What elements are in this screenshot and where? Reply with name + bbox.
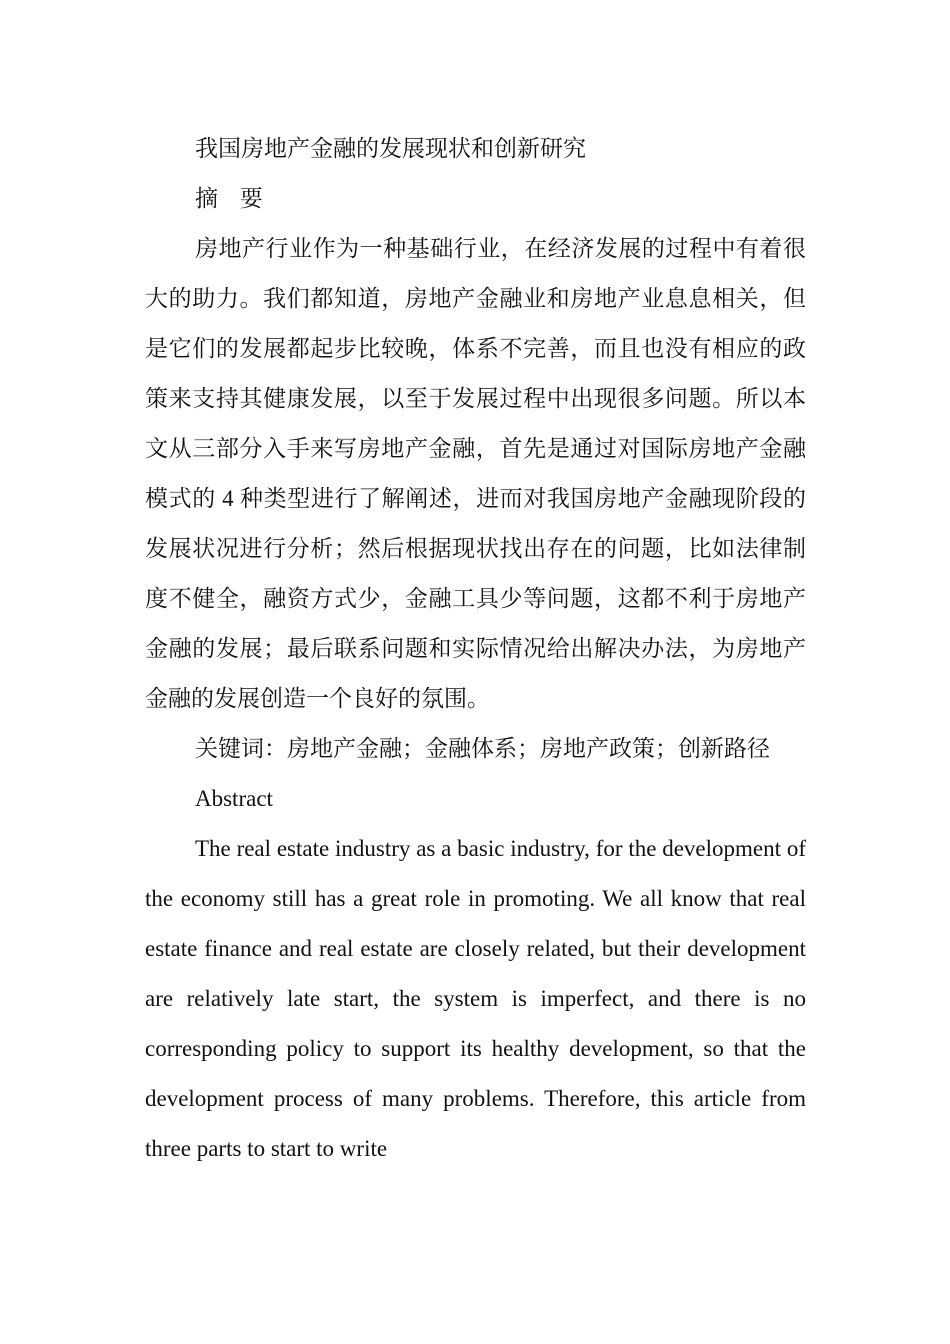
document-body — [145, 124, 806, 1174]
abstract-en-paragraph: The real estate industry as a basic industry, for the development of the economy still has a great role in promoting. We all know that real estate finance and real estate are closely related, but their development are relatively late start, the system is imperfect, and there is no corresponding policy to support its healthy development, so that the development process of many problems. Therefore, this article from three parts to start to write — [145, 836, 806, 1161]
abstract-en-heading: Abstract — [195, 786, 273, 811]
abstract-cn-paragraph: 房地产行业作为一种基础行业，在经济发展的过程中有着很大的助力。我们都知道，房地产金融业和房地产业息息相关，但是它们的发展都起步比较晚，体系不完善，而且也没有相应的政策来支持其健康发展，以至于发展过程中出现很多问题。所以本文从三部分入手来写房地产金融，首先是通过对国际房地产金融模式的 4 种类型进行了解阐述，进而对我国房地产金融现阶段的发展状况进行分析；然后根据现状找出存在的问题，比如法律制度不健全，融资方式少，金融工具少等问题，这都不利于房地产金融的发展；最后联系问题和实际情况给出解决办法，为房地产金融的发展创造一个良好的氛围。 — [145, 236, 806, 711]
paper-title: 我国房地产金融的发展现状和创新研究 — [195, 136, 586, 161]
abstract-cn-heading — [145, 174, 806, 224]
keywords-line: 关键词：房地产金融；金融体系；房地产政策；创新路径 — [195, 736, 770, 761]
abstract-cn-label: 摘 要 — [195, 186, 271, 211]
